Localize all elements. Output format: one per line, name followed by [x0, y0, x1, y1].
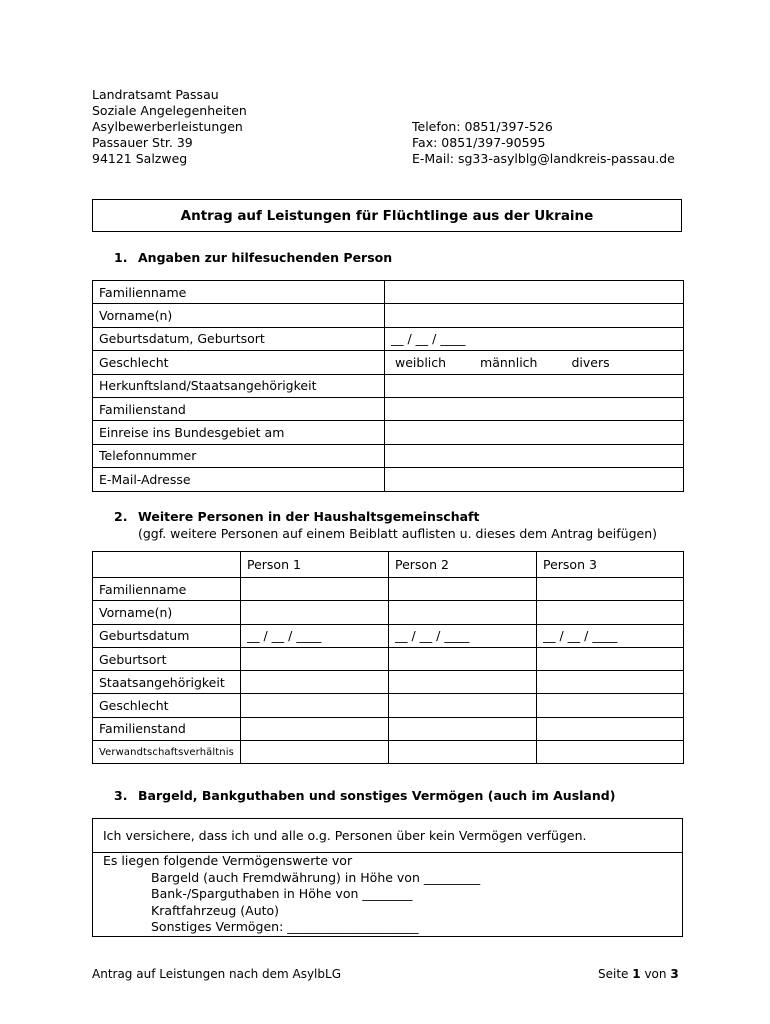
assets-intro-option[interactable]: [99, 853, 676, 870]
asset-item-label: Bank-/Sparguthaben in Höhe von ________: [151, 886, 413, 902]
section-1-heading: [114, 250, 392, 265]
person-1-geschlecht-input[interactable]: [241, 694, 389, 717]
geburtsdatum-input[interactable]: [385, 327, 684, 350]
gender-option-maennlich[interactable]: [476, 355, 537, 370]
einreise-input[interactable]: [385, 421, 684, 444]
corner-cell: [93, 552, 241, 578]
field-label: Vorname(n): [93, 304, 385, 327]
section-2-subheading: (ggf. weitere Personen auf einem Beiblatt auflisten u. dieses dem Antrag beifügen): [138, 526, 658, 541]
field-label: Geschlecht: [93, 351, 385, 374]
table-row: [93, 468, 684, 491]
household-members-table: [92, 551, 684, 764]
footer-title: Antrag auf Leistungen nach dem AsylbLG: [92, 967, 341, 981]
vorname-input[interactable]: [385, 304, 684, 327]
person-3-familienname-input[interactable]: [537, 578, 684, 601]
table-row: [93, 647, 684, 670]
table-row: [93, 444, 684, 467]
herkunftsland-input[interactable]: [385, 374, 684, 397]
assets-box: [92, 852, 683, 937]
no-assets-option[interactable]: [93, 819, 683, 853]
table-row: [93, 853, 683, 937]
page-mid: von: [644, 967, 667, 981]
person-2-familienstand-input[interactable]: [389, 717, 537, 740]
person-1-familienstand-input[interactable]: [241, 717, 389, 740]
row-label: Geburtsdatum: [93, 624, 241, 647]
section-number: 2.: [114, 509, 128, 524]
table-row: [93, 694, 684, 717]
person-1-staatsangehoerigkeit-input[interactable]: [241, 671, 389, 694]
asset-item-label: Bargeld (auch Fremdwährung) in Höhe von _________: [151, 869, 481, 885]
assets-cell: [93, 853, 683, 937]
person-3-geburtsdatum-input[interactable]: [537, 624, 684, 647]
table-row: [93, 624, 684, 647]
section-title: Bargeld, Bankguthaben und sonstiges Vermögen (auch im Ausland): [138, 788, 616, 803]
telefon-input[interactable]: [385, 444, 684, 467]
person-2-geburtsort-input[interactable]: [389, 647, 537, 670]
table-row: [93, 374, 684, 397]
row-label: Verwandtschaftsverhältnis: [93, 741, 241, 764]
field-label: Familienstand: [93, 397, 385, 420]
table-row: [93, 578, 684, 601]
column-header: Person 3: [537, 552, 684, 578]
contact-phone: Telefon: 0851/397-526: [412, 119, 553, 134]
section-number: 1.: [114, 250, 128, 265]
sender-address: [92, 87, 247, 167]
section-title: Angaben zur hilfesuchenden Person: [138, 250, 393, 265]
form-title-text: Antrag auf Leistungen für Flüchtlinge aus der Ukraine: [180, 207, 594, 224]
date-blank: __ / __ / ____: [391, 331, 466, 347]
table-row: [93, 327, 684, 350]
form-title: [92, 199, 682, 232]
person-3-geburtsort-input[interactable]: [537, 647, 684, 670]
row-label: Geburtsort: [93, 647, 241, 670]
person-3-vorname-input[interactable]: [537, 601, 684, 624]
contact-fax: Fax: 0851/397-90595: [412, 135, 546, 150]
sender-line: Passauer Str. 39: [92, 135, 193, 150]
table-row: [93, 351, 684, 374]
no-assets-text: Ich versichere, dass ich und alle o.g. Personen über kein Vermögen verfügen.: [103, 828, 587, 843]
person-3-geschlecht-input[interactable]: [537, 694, 684, 717]
gender-label: weiblich: [395, 354, 447, 370]
sender-line: Soziale Angelegenheiten: [92, 103, 247, 118]
person-1-geburtsort-input[interactable]: [241, 647, 389, 670]
row-label: Familienstand: [93, 717, 241, 740]
person-3-familienstand-input[interactable]: [537, 717, 684, 740]
page-total: 3: [670, 967, 679, 981]
person-1-verwandtschaft-input[interactable]: [241, 741, 389, 764]
person-1-vorname-input[interactable]: [241, 601, 389, 624]
person-1-geburtsdatum-input[interactable]: [241, 624, 389, 647]
sender-line: Landratsamt Passau: [92, 87, 219, 102]
person-3-staatsangehoerigkeit-input[interactable]: [537, 671, 684, 694]
page-current: 1: [632, 967, 641, 981]
section-title: Weitere Personen in der Haushaltsgemeinschaft: [138, 509, 480, 524]
section-3-heading: [114, 788, 615, 803]
row-label: Geschlecht: [93, 694, 241, 717]
sender-line: 94121 Salzweg: [92, 151, 188, 166]
gender-label: männlich: [480, 354, 538, 370]
person-2-vorname-input[interactable]: [389, 601, 537, 624]
page-prefix: Seite: [598, 967, 629, 981]
field-label: Familienname: [93, 281, 385, 304]
asset-item-other[interactable]: [99, 919, 676, 936]
person-2-staatsangehoerigkeit-input[interactable]: [389, 671, 537, 694]
asset-item-vehicle[interactable]: [99, 903, 676, 920]
table-row: [93, 717, 684, 740]
contact-email: E-Mail: sg33-asylblg@landkreis-passau.de: [412, 151, 675, 166]
field-label: Geburtsdatum, Geburtsort: [93, 327, 385, 350]
table-row: [93, 671, 684, 694]
person-2-geburtsdatum-input[interactable]: [389, 624, 537, 647]
email-input[interactable]: [385, 468, 684, 491]
assets-intro-text: Es liegen folgende Vermögenswerte vor: [103, 853, 353, 868]
asset-item-cash[interactable]: [99, 870, 676, 887]
gender-option-divers[interactable]: [567, 355, 609, 370]
field-label: Herkunftsland/Staatsangehörigkeit: [93, 374, 385, 397]
asset-item-label: Kraftfahrzeug (Auto): [151, 902, 280, 918]
table-header-row: [93, 552, 684, 578]
person-2-geschlecht-input[interactable]: [389, 694, 537, 717]
personal-data-table: [92, 280, 684, 492]
person-1-familienname-input[interactable]: [241, 578, 389, 601]
table-row: [93, 819, 683, 853]
table-row: [93, 397, 684, 420]
section-number: 3.: [114, 788, 128, 803]
field-label: E-Mail-Adresse: [93, 468, 385, 491]
table-row: [93, 421, 684, 444]
gender-option-weiblich[interactable]: [391, 355, 446, 370]
person-2-verwandtschaft-input[interactable]: [389, 741, 537, 764]
field-label: Einreise ins Bundesgebiet am: [93, 421, 385, 444]
table-row: [93, 741, 684, 764]
row-label: Staatsangehörigkeit: [93, 671, 241, 694]
row-label: Vorname(n): [93, 601, 241, 624]
date-blank: __ / __ / ____: [543, 628, 618, 644]
contact-info: [412, 119, 675, 167]
no-assets-box: [92, 818, 683, 853]
asset-item-label: Sonstiges Vermögen: _____________________: [151, 919, 419, 935]
familienname-input[interactable]: [385, 281, 684, 304]
sender-line: Asylbewerberleistungen: [92, 119, 243, 134]
row-label: Familienname: [93, 578, 241, 601]
section-2-heading: [114, 509, 479, 524]
asset-item-bank[interactable]: [99, 886, 676, 903]
table-row: [93, 281, 684, 304]
gender-options: [385, 351, 684, 374]
column-header: Person 2: [389, 552, 537, 578]
column-header: Person 1: [241, 552, 389, 578]
date-blank: __ / __ / ____: [395, 628, 470, 644]
familienstand-input[interactable]: [385, 397, 684, 420]
field-label: Telefonnummer: [93, 444, 385, 467]
gender-label: divers: [571, 354, 610, 370]
table-row: [93, 304, 684, 327]
page-indicator: [598, 967, 679, 981]
table-row: [93, 601, 684, 624]
date-blank: __ / __ / ____: [247, 628, 322, 644]
person-3-verwandtschaft-input[interactable]: [537, 741, 684, 764]
person-2-familienname-input[interactable]: [389, 578, 537, 601]
